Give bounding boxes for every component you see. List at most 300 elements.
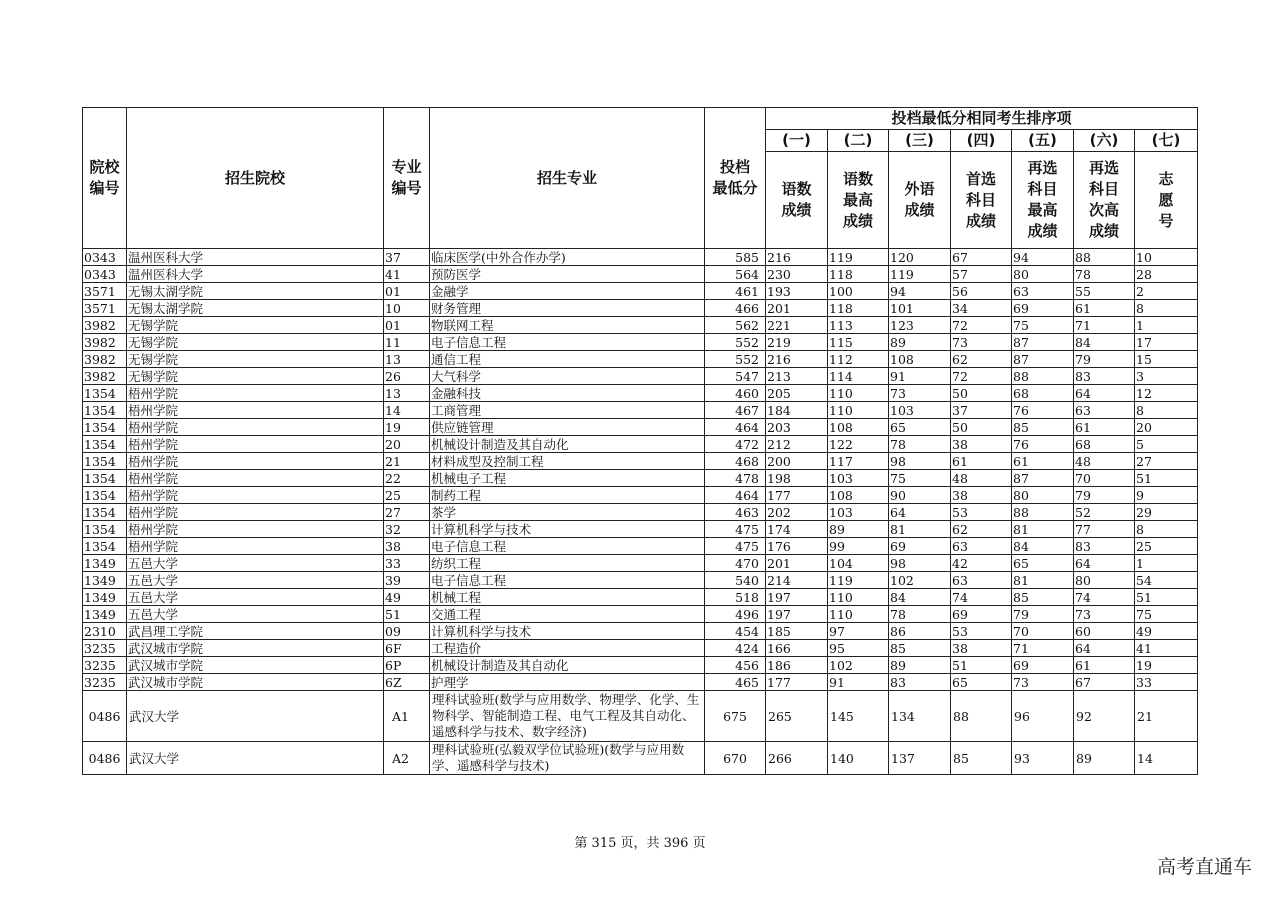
cell-criterion-3: 123 (889, 317, 951, 334)
cell-criterion-7: 1 (1135, 555, 1198, 572)
cell-major-code: 14 (384, 402, 430, 419)
cell-criterion-7: 14 (1135, 742, 1198, 775)
cell-school-code: 3982 (83, 334, 127, 351)
cell-min-score: 540 (705, 572, 766, 589)
cell-major-name: 机械设计制造及其自动化 (430, 657, 705, 674)
cell-criterion-7: 12 (1135, 385, 1198, 402)
cell-school-code: 0343 (83, 266, 127, 283)
cell-school-name: 无锡学院 (127, 317, 384, 334)
table-row (83, 436, 1198, 453)
table-row (83, 674, 1198, 691)
cell-criterion-2: 118 (828, 300, 889, 317)
cell-major-name: 茶学 (430, 504, 705, 521)
cell-criterion-7: 49 (1135, 623, 1198, 640)
cell-school-name: 武昌理工学院 (127, 623, 384, 640)
cell-criterion-6: 68 (1074, 436, 1135, 453)
cell-criterion-1: 212 (766, 436, 828, 453)
cell-criterion-4: 48 (951, 470, 1012, 487)
cell-major-code: 01 (384, 317, 430, 334)
cell-criterion-1: 200 (766, 453, 828, 470)
cell-min-score: 585 (705, 249, 766, 266)
cell-major-code: 37 (384, 249, 430, 266)
cell-major-name: 通信工程 (430, 351, 705, 368)
cell-min-score: 466 (705, 300, 766, 317)
cell-criterion-1: 265 (766, 691, 828, 742)
cell-criterion-7: 9 (1135, 487, 1198, 504)
cell-min-score: 460 (705, 385, 766, 402)
cell-school-name: 五邑大学 (127, 589, 384, 606)
cell-criterion-7: 25 (1135, 538, 1198, 555)
cell-criterion-5: 63 (1012, 283, 1074, 300)
cell-criterion-2: 95 (828, 640, 889, 657)
header-criterion-2: 语数 最高 成绩 (828, 152, 889, 249)
cell-major-code: 22 (384, 470, 430, 487)
cell-school-code: 3235 (83, 657, 127, 674)
cell-criterion-4: 56 (951, 283, 1012, 300)
cell-criterion-5: 85 (1012, 589, 1074, 606)
cell-major-name: 大气科学 (430, 368, 705, 385)
cell-criterion-3: 98 (889, 453, 951, 470)
cell-criterion-5: 69 (1012, 300, 1074, 317)
cell-school-name: 无锡学院 (127, 334, 384, 351)
cell-criterion-2: 119 (828, 572, 889, 589)
cell-criterion-6: 83 (1074, 368, 1135, 385)
cell-criterion-4: 53 (951, 504, 1012, 521)
cell-criterion-4: 53 (951, 623, 1012, 640)
table-header (83, 108, 1198, 249)
cell-school-name: 武汉大学 (127, 742, 384, 775)
cell-criterion-1: 201 (766, 300, 828, 317)
table-row (83, 283, 1198, 300)
cell-criterion-5: 76 (1012, 436, 1074, 453)
header-criterion-5: 再选 科目 最高 成绩 (1012, 152, 1074, 249)
cell-criterion-5: 84 (1012, 538, 1074, 555)
cell-criterion-2: 118 (828, 266, 889, 283)
cell-major-code: 6P (384, 657, 430, 674)
cell-major-code: 20 (384, 436, 430, 453)
cell-criterion-4: 63 (951, 572, 1012, 589)
cell-criterion-2: 110 (828, 402, 889, 419)
cell-school-code: 0486 (83, 691, 127, 742)
cell-criterion-4: 38 (951, 436, 1012, 453)
cell-school-code: 1349 (83, 572, 127, 589)
cell-criterion-7: 54 (1135, 572, 1198, 589)
cell-school-name: 武汉城市学院 (127, 640, 384, 657)
table-row (83, 538, 1198, 555)
cell-criterion-3: 120 (889, 249, 951, 266)
cell-criterion-1: 177 (766, 674, 828, 691)
cell-criterion-6: 79 (1074, 487, 1135, 504)
cell-criterion-3: 90 (889, 487, 951, 504)
cell-criterion-7: 29 (1135, 504, 1198, 521)
cell-criterion-1: 216 (766, 249, 828, 266)
cell-major-name: 预防医学 (430, 266, 705, 283)
cell-criterion-2: 103 (828, 470, 889, 487)
cell-criterion-6: 80 (1074, 572, 1135, 589)
header-order-7: (七) (1135, 130, 1198, 152)
cell-major-code: 19 (384, 419, 430, 436)
table-row (83, 691, 1198, 742)
cell-criterion-5: 85 (1012, 419, 1074, 436)
cell-criterion-5: 88 (1012, 504, 1074, 521)
cell-criterion-5: 61 (1012, 453, 1074, 470)
cell-criterion-7: 20 (1135, 419, 1198, 436)
cell-school-code: 3982 (83, 351, 127, 368)
cell-criterion-1: 219 (766, 334, 828, 351)
cell-min-score: 464 (705, 419, 766, 436)
cell-school-name: 无锡学院 (127, 368, 384, 385)
cell-criterion-3: 75 (889, 470, 951, 487)
cell-school-name: 五邑大学 (127, 555, 384, 572)
table-row (83, 334, 1198, 351)
cell-major-code: 6Z (384, 674, 430, 691)
cell-criterion-1: 266 (766, 742, 828, 775)
cell-criterion-3: 89 (889, 657, 951, 674)
cell-min-score: 547 (705, 368, 766, 385)
cell-criterion-6: 74 (1074, 589, 1135, 606)
cell-criterion-2: 104 (828, 555, 889, 572)
cell-criterion-1: 216 (766, 351, 828, 368)
cell-major-name: 供应链管理 (430, 419, 705, 436)
cell-criterion-1: 184 (766, 402, 828, 419)
cell-min-score: 670 (705, 742, 766, 775)
cell-major-name: 金融科技 (430, 385, 705, 402)
cell-min-score: 564 (705, 266, 766, 283)
cell-school-name: 梧州学院 (127, 385, 384, 402)
cell-school-name: 五邑大学 (127, 606, 384, 623)
cell-criterion-5: 80 (1012, 487, 1074, 504)
cell-criterion-1: 177 (766, 487, 828, 504)
cell-major-code: 33 (384, 555, 430, 572)
cell-school-name: 梧州学院 (127, 419, 384, 436)
cell-criterion-4: 72 (951, 368, 1012, 385)
cell-criterion-1: 193 (766, 283, 828, 300)
cell-min-score: 475 (705, 538, 766, 555)
cell-criterion-2: 110 (828, 606, 889, 623)
cell-major-code: 13 (384, 351, 430, 368)
cell-major-name: 材料成型及控制工程 (430, 453, 705, 470)
cell-criterion-6: 48 (1074, 453, 1135, 470)
cell-criterion-4: 62 (951, 351, 1012, 368)
cell-min-score: 475 (705, 521, 766, 538)
header-school-name: 招生院校 (127, 108, 384, 249)
header-major-code: 专业 编号 (384, 108, 430, 249)
cell-criterion-1: 213 (766, 368, 828, 385)
cell-major-name: 理科试验班(数学与应用数学、物理学、化学、生物科学、智能制造工程、电气工程及其自动化、遥感科学与技术、数字经济) (430, 691, 705, 742)
cell-school-name: 梧州学院 (127, 402, 384, 419)
cell-criterion-4: 63 (951, 538, 1012, 555)
cell-criterion-1: 201 (766, 555, 828, 572)
cell-criterion-4: 34 (951, 300, 1012, 317)
cell-criterion-2: 103 (828, 504, 889, 521)
cell-criterion-3: 65 (889, 419, 951, 436)
cell-criterion-3: 98 (889, 555, 951, 572)
cell-criterion-1: 197 (766, 589, 828, 606)
cell-school-code: 1349 (83, 555, 127, 572)
cell-major-name: 机械电子工程 (430, 470, 705, 487)
cell-min-score: 472 (705, 436, 766, 453)
cell-school-code: 1354 (83, 504, 127, 521)
cell-school-code: 1354 (83, 521, 127, 538)
table-row (83, 300, 1198, 317)
cell-criterion-1: 174 (766, 521, 828, 538)
cell-criterion-2: 110 (828, 385, 889, 402)
cell-school-code: 1354 (83, 436, 127, 453)
cell-min-score: 478 (705, 470, 766, 487)
table-row (83, 470, 1198, 487)
cell-criterion-6: 64 (1074, 555, 1135, 572)
table-row (83, 351, 1198, 368)
cell-criterion-1: 166 (766, 640, 828, 657)
cell-criterion-7: 10 (1135, 249, 1198, 266)
header-order-6: (六) (1074, 130, 1135, 152)
cell-criterion-3: 94 (889, 283, 951, 300)
cell-school-code: 1354 (83, 538, 127, 555)
cell-criterion-6: 89 (1074, 742, 1135, 775)
cell-criterion-2: 97 (828, 623, 889, 640)
cell-criterion-2: 112 (828, 351, 889, 368)
cell-criterion-1: 176 (766, 538, 828, 555)
cell-criterion-3: 91 (889, 368, 951, 385)
cell-school-name: 梧州学院 (127, 487, 384, 504)
header-order-3: (三) (889, 130, 951, 152)
cell-criterion-3: 78 (889, 436, 951, 453)
cell-criterion-5: 70 (1012, 623, 1074, 640)
header-criterion-4: 首选 科目 成绩 (951, 152, 1012, 249)
cell-criterion-6: 77 (1074, 521, 1135, 538)
header-criterion-6: 再选 科目 次高 成绩 (1074, 152, 1135, 249)
cell-criterion-5: 80 (1012, 266, 1074, 283)
table-row (83, 589, 1198, 606)
cell-major-code: 10 (384, 300, 430, 317)
cell-criterion-6: 71 (1074, 317, 1135, 334)
cell-criterion-4: 85 (951, 742, 1012, 775)
cell-school-code: 1354 (83, 487, 127, 504)
cell-major-name: 制药工程 (430, 487, 705, 504)
cell-criterion-6: 61 (1074, 419, 1135, 436)
cell-criterion-6: 70 (1074, 470, 1135, 487)
cell-min-score: 424 (705, 640, 766, 657)
cell-criterion-3: 78 (889, 606, 951, 623)
cell-criterion-3: 86 (889, 623, 951, 640)
cell-min-score: 461 (705, 283, 766, 300)
cell-major-name: 机械设计制造及其自动化 (430, 436, 705, 453)
cell-criterion-3: 84 (889, 589, 951, 606)
cell-school-code: 3982 (83, 317, 127, 334)
cell-criterion-4: 51 (951, 657, 1012, 674)
cell-min-score: 468 (705, 453, 766, 470)
cell-criterion-5: 87 (1012, 470, 1074, 487)
table-row (83, 249, 1198, 266)
cell-criterion-2: 140 (828, 742, 889, 775)
cell-school-code: 2310 (83, 623, 127, 640)
cell-criterion-6: 78 (1074, 266, 1135, 283)
table-row (83, 521, 1198, 538)
cell-school-code: 1354 (83, 385, 127, 402)
cell-school-name: 五邑大学 (127, 572, 384, 589)
cell-major-code: 21 (384, 453, 430, 470)
cell-major-name: 理科试验班(弘毅双学位试验班)(数学与应用数学、遥感科学与技术) (430, 742, 705, 775)
cell-school-name: 梧州学院 (127, 521, 384, 538)
header-order-5: (五) (1012, 130, 1074, 152)
table-row (83, 623, 1198, 640)
cell-criterion-6: 64 (1074, 385, 1135, 402)
cell-criterion-4: 42 (951, 555, 1012, 572)
table-row (83, 640, 1198, 657)
table-body (83, 249, 1198, 775)
cell-school-name: 无锡太湖学院 (127, 283, 384, 300)
cell-major-code: 09 (384, 623, 430, 640)
cell-criterion-5: 87 (1012, 351, 1074, 368)
cell-criterion-1: 186 (766, 657, 828, 674)
cell-criterion-7: 17 (1135, 334, 1198, 351)
cell-criterion-1: 230 (766, 266, 828, 283)
header-school-code: 院校 编号 (83, 108, 127, 249)
cell-school-name: 武汉大学 (127, 691, 384, 742)
cell-criterion-7: 3 (1135, 368, 1198, 385)
cell-criterion-2: 102 (828, 657, 889, 674)
cell-major-name: 计算机科学与技术 (430, 521, 705, 538)
header-order-1: (一) (766, 130, 828, 152)
table-row (83, 368, 1198, 385)
cell-major-name: 工商管理 (430, 402, 705, 419)
cell-criterion-6: 64 (1074, 640, 1135, 657)
cell-criterion-6: 67 (1074, 674, 1135, 691)
cell-criterion-7: 41 (1135, 640, 1198, 657)
cell-school-name: 武汉城市学院 (127, 657, 384, 674)
cell-school-name: 武汉城市学院 (127, 674, 384, 691)
cell-criterion-5: 73 (1012, 674, 1074, 691)
cell-criterion-3: 119 (889, 266, 951, 283)
cell-criterion-1: 202 (766, 504, 828, 521)
cell-school-name: 无锡太湖学院 (127, 300, 384, 317)
cell-criterion-7: 51 (1135, 470, 1198, 487)
cell-criterion-3: 64 (889, 504, 951, 521)
cell-criterion-2: 108 (828, 419, 889, 436)
cell-school-code: 1354 (83, 402, 127, 419)
cell-criterion-5: 69 (1012, 657, 1074, 674)
cell-criterion-6: 73 (1074, 606, 1135, 623)
cell-school-name: 梧州学院 (127, 504, 384, 521)
cell-major-name: 电子信息工程 (430, 572, 705, 589)
cell-major-name: 电子信息工程 (430, 334, 705, 351)
cell-criterion-6: 61 (1074, 657, 1135, 674)
cell-criterion-5: 71 (1012, 640, 1074, 657)
header-tie-group: 投档最低分相同考生排序项 (766, 108, 1198, 130)
cell-criterion-4: 57 (951, 266, 1012, 283)
cell-major-code: 25 (384, 487, 430, 504)
cell-criterion-2: 114 (828, 368, 889, 385)
cell-min-score: 454 (705, 623, 766, 640)
cell-major-code: 51 (384, 606, 430, 623)
cell-major-name: 临床医学(中外合作办学) (430, 249, 705, 266)
cell-criterion-4: 67 (951, 249, 1012, 266)
cell-criterion-5: 93 (1012, 742, 1074, 775)
cell-min-score: 518 (705, 589, 766, 606)
cell-school-name: 梧州学院 (127, 453, 384, 470)
cell-criterion-1: 221 (766, 317, 828, 334)
cell-criterion-3: 101 (889, 300, 951, 317)
cell-criterion-7: 5 (1135, 436, 1198, 453)
header-major-name: 招生专业 (430, 108, 705, 249)
cell-school-name: 温州医科大学 (127, 266, 384, 283)
cell-major-code: 32 (384, 521, 430, 538)
cell-major-code: 27 (384, 504, 430, 521)
cell-criterion-4: 38 (951, 487, 1012, 504)
cell-criterion-1: 197 (766, 606, 828, 623)
cell-criterion-4: 50 (951, 385, 1012, 402)
cell-min-score: 552 (705, 334, 766, 351)
cell-criterion-4: 50 (951, 419, 1012, 436)
cell-criterion-5: 68 (1012, 385, 1074, 402)
table-row (83, 453, 1198, 470)
cell-criterion-5: 94 (1012, 249, 1074, 266)
cell-criterion-3: 108 (889, 351, 951, 368)
cell-criterion-2: 113 (828, 317, 889, 334)
cell-major-code: 6F (384, 640, 430, 657)
cell-major-name: 纺织工程 (430, 555, 705, 572)
cell-criterion-5: 79 (1012, 606, 1074, 623)
header-criterion-1: 语数 成绩 (766, 152, 828, 249)
cell-criterion-6: 55 (1074, 283, 1135, 300)
header-criterion-3: 外语 成绩 (889, 152, 951, 249)
cell-min-score: 552 (705, 351, 766, 368)
cell-major-name: 财务管理 (430, 300, 705, 317)
cell-major-code: 49 (384, 589, 430, 606)
cell-min-score: 456 (705, 657, 766, 674)
cell-criterion-3: 89 (889, 334, 951, 351)
cell-min-score: 675 (705, 691, 766, 742)
cell-school-name: 温州医科大学 (127, 249, 384, 266)
cell-criterion-7: 15 (1135, 351, 1198, 368)
cell-criterion-5: 96 (1012, 691, 1074, 742)
table-row (83, 385, 1198, 402)
cell-criterion-5: 88 (1012, 368, 1074, 385)
cell-criterion-7: 27 (1135, 453, 1198, 470)
cell-criterion-7: 8 (1135, 521, 1198, 538)
cell-criterion-2: 122 (828, 436, 889, 453)
cell-major-name: 机械工程 (430, 589, 705, 606)
cell-criterion-4: 38 (951, 640, 1012, 657)
cell-major-code: 26 (384, 368, 430, 385)
table-row (83, 606, 1198, 623)
cell-criterion-3: 85 (889, 640, 951, 657)
cell-criterion-6: 83 (1074, 538, 1135, 555)
cell-criterion-2: 108 (828, 487, 889, 504)
cell-school-code: 3571 (83, 283, 127, 300)
cell-criterion-5: 81 (1012, 521, 1074, 538)
cell-school-code: 1349 (83, 589, 127, 606)
cell-criterion-6: 52 (1074, 504, 1135, 521)
table-row (83, 572, 1198, 589)
cell-criterion-1: 203 (766, 419, 828, 436)
cell-criterion-6: 88 (1074, 249, 1135, 266)
cell-school-name: 梧州学院 (127, 470, 384, 487)
cell-criterion-6: 79 (1074, 351, 1135, 368)
cell-min-score: 562 (705, 317, 766, 334)
cell-criterion-3: 73 (889, 385, 951, 402)
cell-criterion-2: 110 (828, 589, 889, 606)
cell-school-code: 1354 (83, 470, 127, 487)
cell-criterion-4: 74 (951, 589, 1012, 606)
cell-criterion-2: 117 (828, 453, 889, 470)
cell-major-code: 11 (384, 334, 430, 351)
cell-school-code: 3235 (83, 640, 127, 657)
cell-major-name: 工程造价 (430, 640, 705, 657)
table-row (83, 402, 1198, 419)
cell-min-score: 463 (705, 504, 766, 521)
cell-criterion-3: 102 (889, 572, 951, 589)
